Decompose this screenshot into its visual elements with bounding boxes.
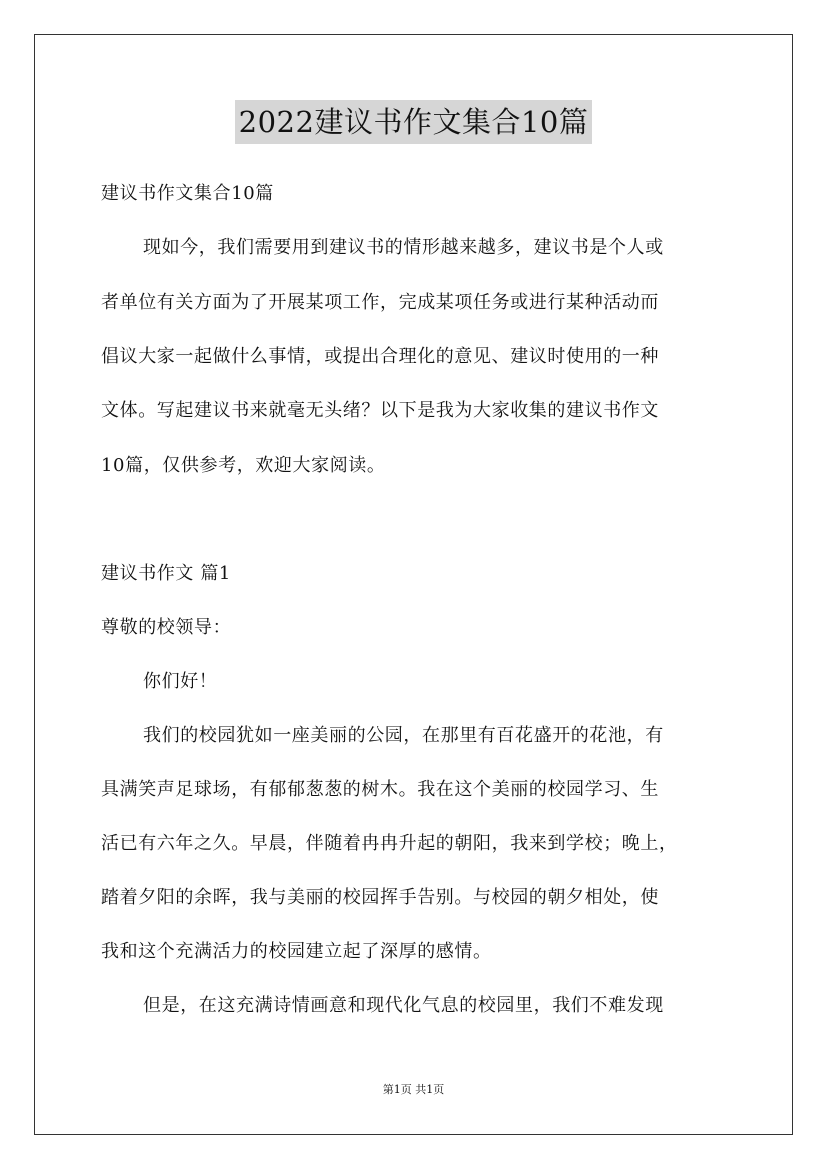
para1-line-2: 具满笑声足球场，有郁郁葱葱的树木。我在这个美丽的校园学习、生 [101, 779, 659, 800]
section-heading: 建议书作文 篇1 [101, 563, 231, 584]
para1-line-1: 我们的校园犹如一座美丽的公园，在那里有百花盛开的花池，有 [143, 725, 664, 746]
intro-line-5: 10篇，仅供参考，欢迎大家阅读。 [101, 455, 386, 476]
para2-line-1: 但是，在这充满诗情画意和现代化气息的校园里，我们不难发现 [143, 995, 664, 1016]
para1-line-5: 我和这个充满活力的校园建立起了深厚的感情。 [101, 941, 492, 962]
document-title: 2022建议书作文集合10篇 [235, 100, 593, 144]
page-footer: 第1页 共1页 [382, 1083, 445, 1096]
para1-line-3: 活已有六年之久。早晨，伴随着冉冉升起的朝阳，我来到学校；晚上， [101, 833, 678, 854]
intro-line-3: 倡议大家一起做什么事情，或提出合理化的意见、建议时使用的一种 [101, 346, 659, 367]
salutation: 尊敬的校领导： [101, 617, 232, 638]
intro-line-1: 现如今，我们需要用到建议书的情形越来越多，建议书是个人或 [143, 237, 664, 258]
greeting: 你们好！ [143, 671, 218, 692]
para1-line-4: 踏着夕阳的余晖，我与美丽的校园挥手告别。与校园的朝夕相处，使 [101, 887, 659, 908]
document-subtitle: 建议书作文集合10篇 [101, 183, 274, 204]
intro-line-2: 者单位有关方面为了开展某项工作，完成某项任务或进行某种活动而 [101, 292, 659, 313]
title-container [0, 100, 827, 144]
intro-line-4: 文体。写起建议书来就毫无头绪？以下是我为大家收集的建议书作文 [101, 400, 659, 421]
